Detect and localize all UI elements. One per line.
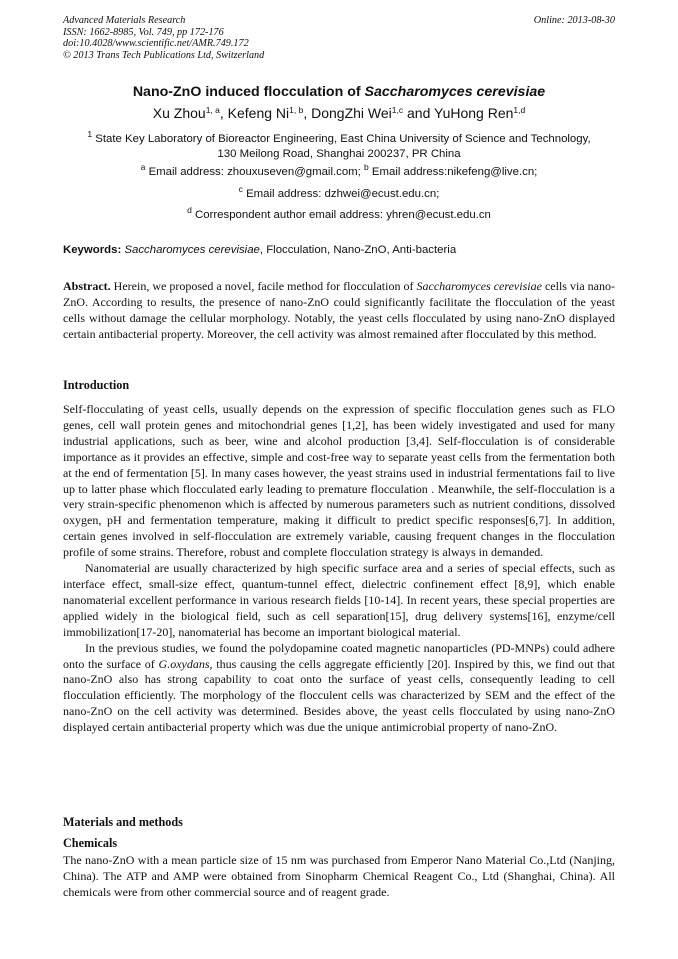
intro-text: In the previous studies, we found the polydopamine coated magnetic nanoparticles (PD-MNPs) could adhere onto the surface of — [63, 640, 615, 671]
email-text: Email address: zhouxuseven@gmail.com; — [148, 166, 364, 178]
abstract-text: Herein, we proposed a novel, facile method for flocculation of — [110, 279, 417, 293]
chemicals-heading: Chemicals — [63, 836, 118, 850]
chemicals-body — [63, 853, 615, 901]
author-name: Kefeng Ni — [227, 105, 290, 121]
online-date: Online: 2013-08-30 — [533, 15, 615, 26]
abstract-species: Saccharomyces cerevisiae — [416, 279, 542, 293]
email-sup: d — [187, 205, 192, 215]
email-line-ab — [63, 162, 615, 178]
doi-line: doi:10.4028/www.scientific.net/AMR.749.172 — [63, 38, 249, 50]
keywords-species: Saccharomyces cerevisiae — [124, 244, 260, 256]
title-prefix: Nano-ZnO induced flocculation of — [132, 84, 365, 100]
author-sep: and — [403, 105, 435, 121]
email-line-d — [63, 205, 615, 221]
methods-heading: Materials and methods — [63, 815, 183, 829]
journal-name: Advanced Materials Research — [63, 15, 186, 26]
chemicals-paragraph: The nano-ZnO with a mean particle size of 15 nm was purchased from Emperor Nano Material Co.,Ltd (Nanjing, China). The ATP and AMP were obtained from Sinopharm Chemical Reagent Co., Ltd (Shanghai, China). All chemicals were from other commercial source and of reagent grade. — [63, 853, 615, 899]
author-list — [63, 105, 615, 121]
intro-paragraph — [63, 641, 615, 736]
title-species: Saccharomyces cerevisiae — [364, 84, 546, 100]
introduction-heading: Introduction — [63, 378, 130, 392]
intro-text: , thus causing the cells aggregate efficiently [20]. Inspired by this, we find out that nano-ZnO also has strong capability to coat onto the surface of yeast cells, consequently leading to cell flocculation efficiently. The morphology of the flocculent cells was characterized by SEM and the effect of the nano-ZnO on the cell activity was determined. Besides above, the yeast cells flocculated by using nano-ZnO displayed certain antibacterial property which was due the unique antimicrobial property of nano-ZnO. — [63, 656, 615, 735]
copyright-line: © 2013 Trans Tech Publications Ltd, Switzerland — [63, 49, 265, 61]
author-sep: , — [303, 105, 312, 121]
email-line-c — [63, 184, 615, 200]
introduction-body — [63, 402, 615, 736]
intro-paragraph: Nanomaterial are usually characterized by high specific surface area and a series of special effects, such as interface effect, small-size effect, quantum-tunnel effect, dielectric confinement effect [8,9], which enable nanomaterial excellent performance in various research fields [10-14]. In recent years, these special properties are applied widely in the biological field, such as cell separation[15], drug delivery systems[16], enzyme/cell immobilization[17-20], nanomaterial has become an important biological material. — [63, 561, 615, 639]
author-sup: 1, a — [205, 105, 220, 115]
journal-header — [63, 15, 615, 61]
author-name: Xu Zhou — [152, 105, 206, 121]
author-sup: 1,d — [513, 105, 526, 115]
author-sup: 1, b — [289, 105, 304, 115]
email-text: Email address: dzhwei@ecust.edu.cn; — [246, 188, 440, 200]
issn-line: ISSN: 1662-8985, Vol. 749, pp 172-176 — [63, 26, 224, 38]
email-sup: b — [364, 162, 369, 172]
author-name: DongZhi Wei — [311, 105, 392, 121]
abstract-text: cells via nano-ZnO. According to results, the presence of nano-ZnO could significantly facilitate the flocculation of the yeast cells without damage the cellular morphology. Notably, the yeast cells flocculated by using nano-ZnO displayed certain antibacterial property. Moreover, the cell activity was almost remained after flocculated by this method. — [63, 279, 615, 341]
keywords-label: Keywords: — [63, 244, 122, 256]
intro-paragraph: Self-flocculating of yeast cells, usually depends on the expression of specific flocculation genes such as FLO genes, cell wall protein genes and mitochondrial genes [1,2], has been widely investigated and used for many industrial applications, such as beer, wine and alcohol production [3,4]. Self-flocculation is of considerable importance as it provides an effective, simple and cost-free way to separate yeast cells from the fermentation both at the end of fermentation [5]. In many cases however, the yeast strains used in industrial fermentations fail to live up to latter phase which flocculated early leading to premature flocculation . Meanwhile, the self-flocculation is a very strain-specific phenomenon which is affected by numerous parameters such as nutrient conditions, dissolved oxygen, pH and fermentation temperature, making it difficult to predict specific responses[6,7]. In addition, certain genes involved in self-flocculation are extremely variable, causing frequent changes in the flocculation profile of some strains. Therefore, robust and complete flocculation strategy is always in demanded. — [63, 402, 615, 560]
email-sup: c — [238, 184, 243, 194]
paper-title — [63, 84, 615, 100]
abstract-label: Abstract. — [63, 279, 111, 293]
email-text: Correspondent author email address: yhren@ecust.edu.cn — [195, 209, 491, 221]
author-sup: 1,c — [391, 105, 404, 115]
affiliation-sup: 1 — [87, 129, 93, 139]
email-sup: a — [140, 162, 146, 172]
affiliation-line2: 130 Meilong Road, Shanghai 200237, PR China — [217, 147, 461, 160]
author-sep: , — [219, 105, 228, 121]
keywords — [63, 244, 615, 256]
abstract — [63, 279, 615, 343]
author-name: YuHong Ren — [434, 105, 514, 121]
affiliation — [63, 129, 615, 161]
affiliation-line1: State Key Laboratory of Bioreactor Engineering, East China University of Science and Technology, — [95, 133, 591, 145]
email-text: Email address:nikefeng@live.cn; — [371, 166, 538, 178]
keywords-rest: , Flocculation, Nano-ZnO, Anti-bacteria — [259, 244, 457, 256]
intro-species: G.oxydans — [158, 656, 210, 671]
